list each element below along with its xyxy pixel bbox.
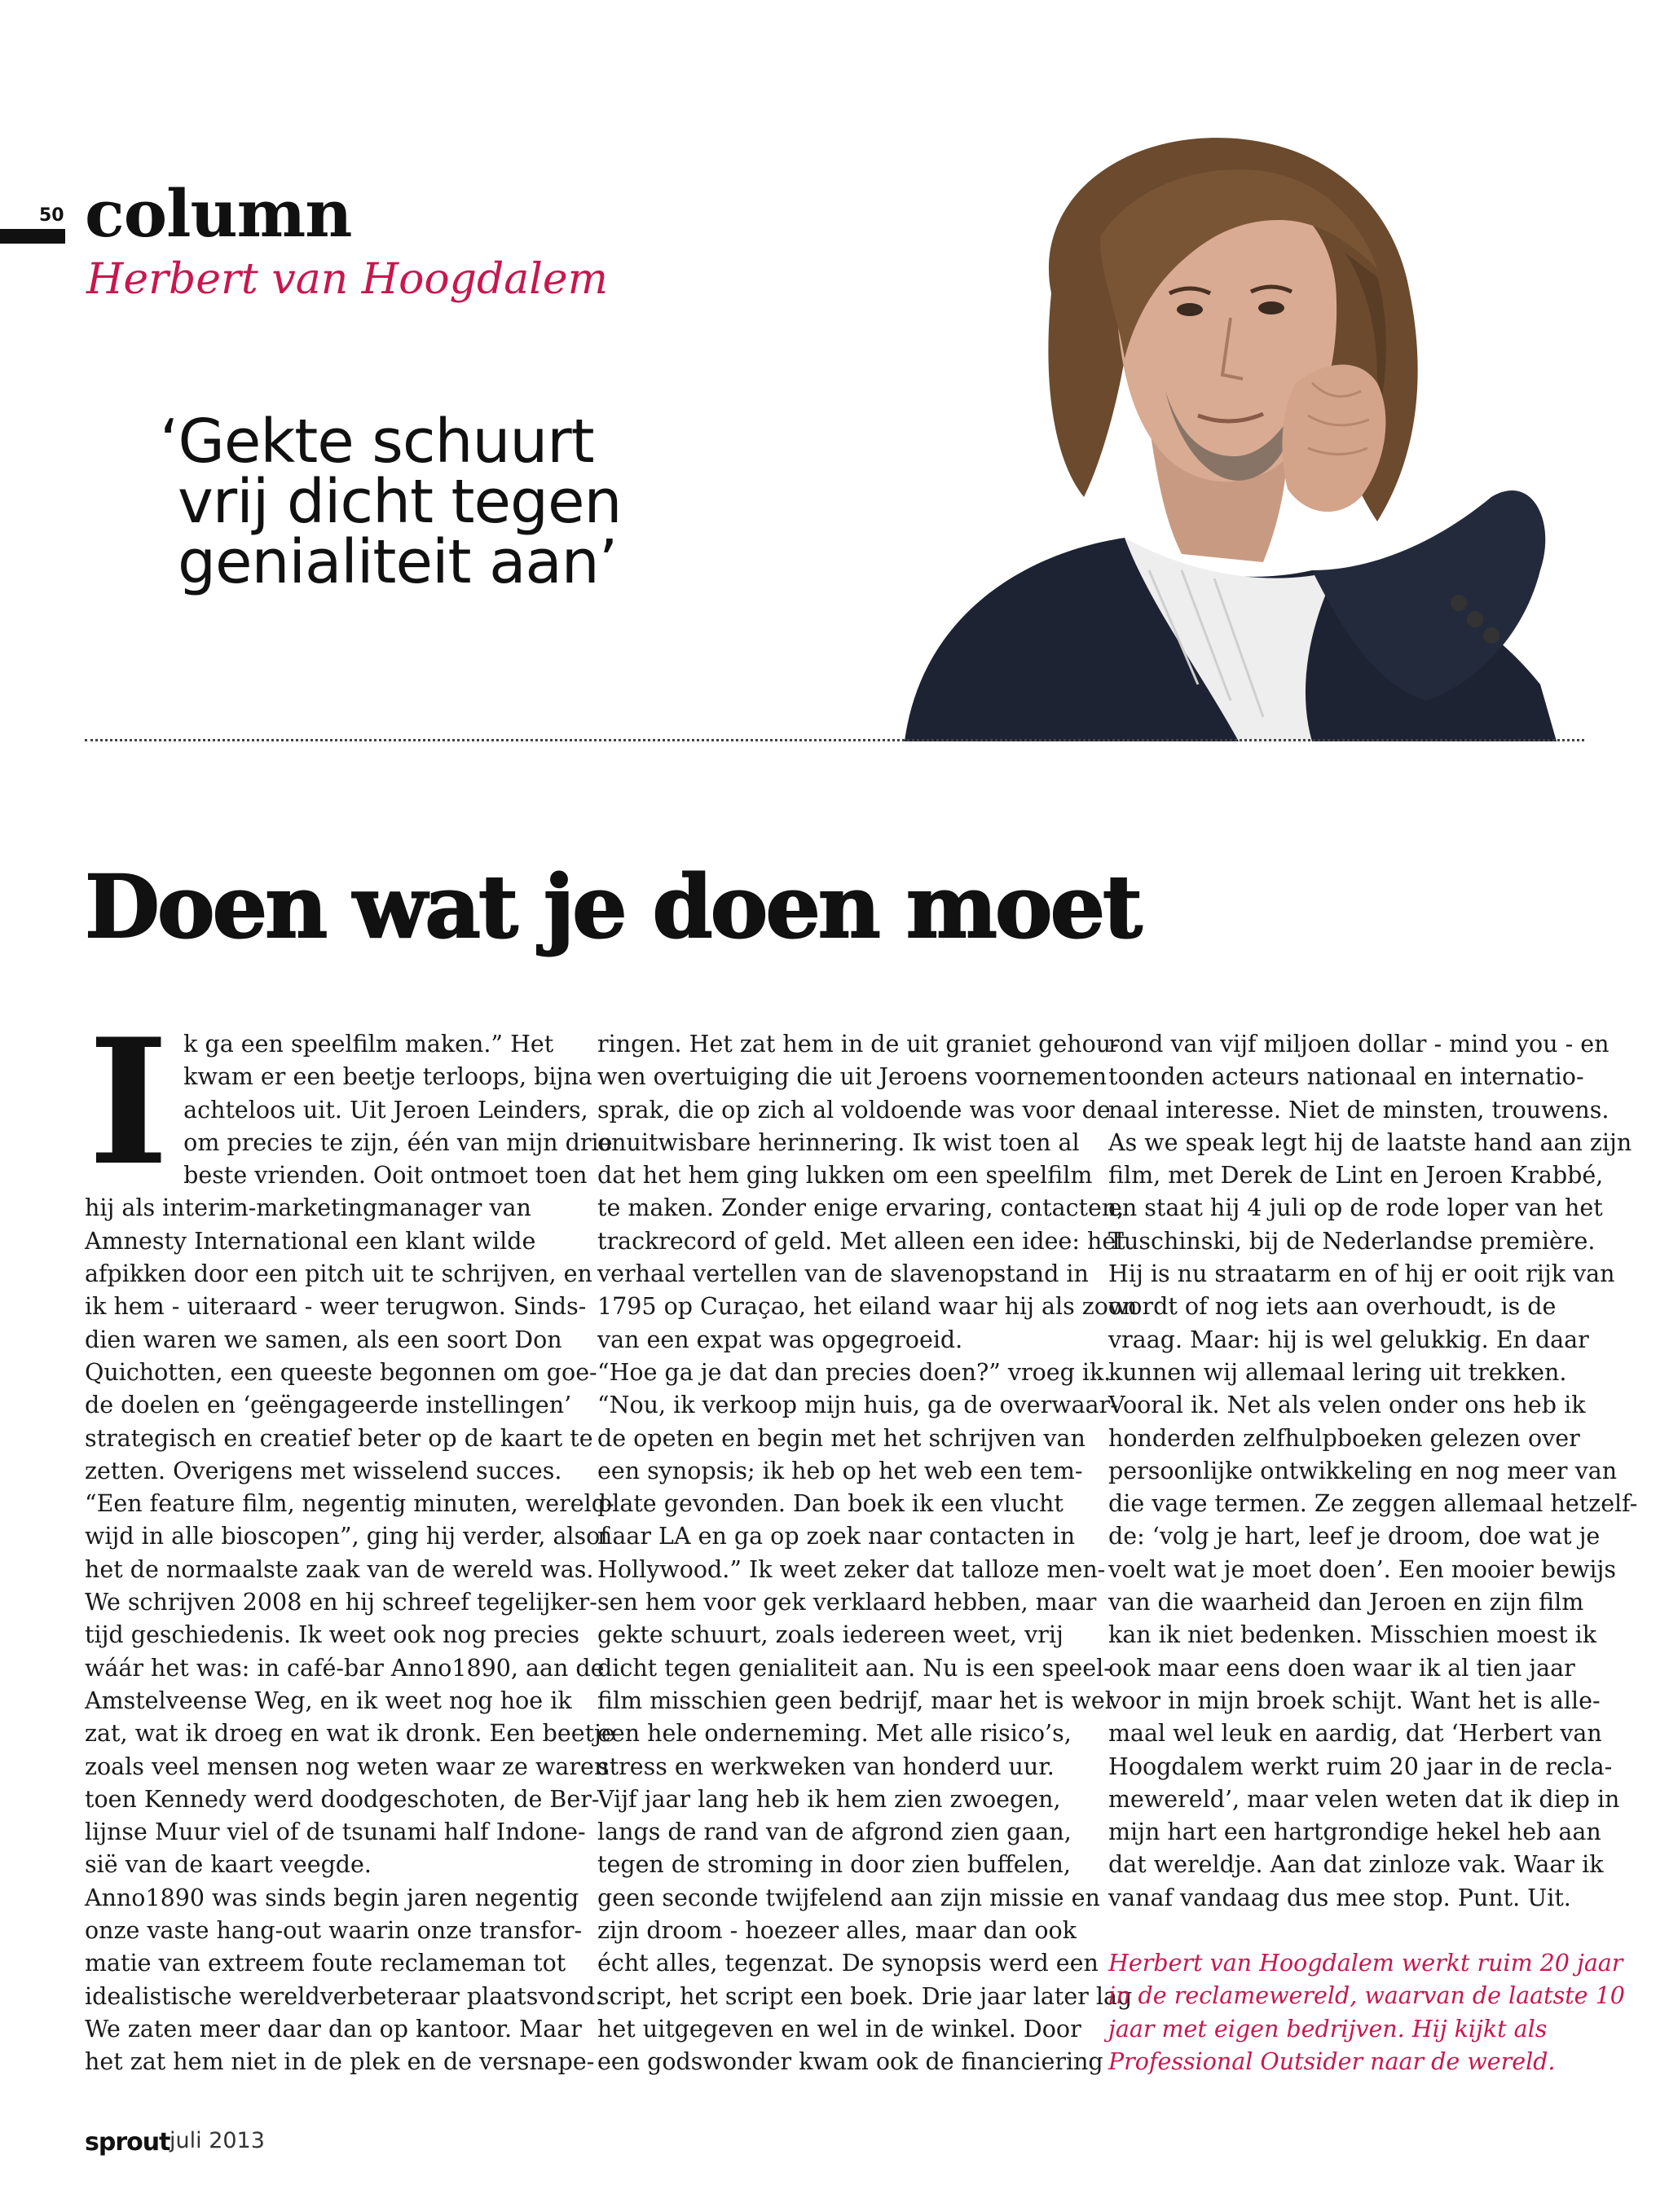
text-line: film misschien geen bedrijf, maar het is wel	[597, 1686, 1112, 1714]
text-line: Tuschinski, bij de Nederlandse première.	[1108, 1227, 1596, 1255]
text-line: van die waarheid dan Jeroen en zijn film	[1108, 1589, 1584, 1616]
article-headline: Doen wat je doen moet	[85, 855, 1141, 957]
text-line: Anno1890 was sinds begin jaren negentig	[85, 1884, 579, 1911]
page-number: 50	[39, 205, 64, 226]
text-line: achteloos uit. Uit Jeroen Leinders,	[183, 1096, 588, 1124]
page-number-bar	[0, 229, 65, 244]
text-line: Hollywood.” Ik weet zeker dat talloze men-	[597, 1555, 1106, 1583]
text-line: de opeten en begin met het schrijven van	[597, 1424, 1086, 1452]
pull-quote	[160, 407, 689, 597]
text-line: gekte schuurt, zoals iedereen weet, vrij	[597, 1621, 1063, 1649]
text-line: een synopsis; ik heb op het web een tem-	[597, 1457, 1083, 1484]
text-line: matie van extreem foute reclameman tot	[85, 1950, 566, 1977]
text-line: toen Kennedy werd doodgeschoten, de Ber-	[85, 1785, 600, 1813]
text-line: 1795 op Curaçao, het eiland waar hij als zoon	[597, 1293, 1138, 1321]
text-line: script, het script een boek. Drie jaar later lag	[597, 1982, 1133, 2010]
issue-date: juli 2013	[170, 2128, 265, 2153]
text-line: We schrijven 2008 en hij schreef tegelijker-	[85, 1589, 597, 1616]
text-line: hij als interim-marketingmanager van	[85, 1194, 531, 1222]
text-line: ook maar eens doen waar ik al tien jaar	[1108, 1654, 1575, 1682]
section-divider	[85, 739, 1584, 741]
text-line: onuitwisbare herinnering. Ik wist toen al	[597, 1128, 1080, 1156]
text-line: het de normaalste zaak van de wereld was.	[85, 1555, 594, 1583]
magazine-logo: sprout	[85, 2128, 170, 2157]
text-line: afpikken door een pitch uit te schrijven, en	[85, 1260, 592, 1288]
article-column-1	[85, 1000, 615, 2079]
text-line: Hoogdalem werkt ruim 20 jaar in de recla-	[1108, 1752, 1613, 1780]
bio-line: in de reclamewereld, waarvan de laatste 10	[1108, 1982, 1625, 2010]
pull-quote-line: vrij dicht tegen	[178, 467, 622, 537]
pull-quote-line: genialiteit aan’	[178, 527, 618, 597]
pull-quote-line: ‘Gekte schuurt	[160, 407, 594, 477]
text-line: As we speak legt hij de laatste hand aan zijn	[1108, 1128, 1632, 1156]
text-line: sen hem voor gek verklaard hebben, maar	[597, 1589, 1097, 1616]
text-line: die vage termen. Ze zeggen allemaal hetzelf-	[1108, 1490, 1638, 1518]
text-line: kan ik niet bedenken. Misschien moest ik	[1108, 1621, 1596, 1649]
text-line: stress en werkweken van honderd uur.	[597, 1752, 1055, 1780]
text-line: een godswonder kwam ook de financiering	[597, 2048, 1103, 2076]
text-line: rond van vijf miljoen dollar - mind you - en	[1108, 1031, 1610, 1058]
text-line: persoonlijke ontwikkeling en nog meer van	[1108, 1457, 1618, 1484]
author-portrait	[856, 114, 1589, 741]
text-line: idealistische wereldverbeteraar plaatsvond.	[85, 1982, 603, 2010]
text-line: dicht tegen genialiteit aan. Nu is een speel-	[597, 1654, 1112, 1682]
text-line: voor in mijn broek schijt. Want het is alle-	[1108, 1686, 1601, 1714]
text-line: maal wel leuk en aardig, dat ‘Herbert van	[1108, 1720, 1602, 1748]
text-line: verhaal vertellen van de slavenopstand in	[597, 1260, 1089, 1288]
author-name: Herbert van Hoogdalem	[86, 255, 608, 304]
text-line: trackrecord of geld. Met alleen een idee: het	[597, 1227, 1125, 1255]
text-line: “Een feature film, negentig minuten, wereld-	[85, 1490, 614, 1518]
bio-line: Herbert van Hoogdalem werkt ruim 20 jaar	[1108, 1950, 1623, 1977]
author-bio	[1108, 1947, 1625, 2078]
text-line: de: ‘volg je hart, leef je droom, doe wat je	[1108, 1523, 1601, 1550]
article-column-3	[1108, 1028, 1638, 2078]
text-line: Amnesty International een klant wilde	[85, 1227, 536, 1255]
drop-cap: I	[88, 1000, 170, 1203]
text-line: om precies te zijn, één van mijn drie	[183, 1128, 613, 1156]
text-line: vanaf vandaag dus mee stop. Punt. Uit.	[1108, 1884, 1571, 1911]
text-line: te maken. Zonder enige ervaring, contacten,	[597, 1194, 1125, 1222]
text-line: onze vaste hang-out waarin onze transfor-	[85, 1917, 583, 1945]
section-label: column	[85, 175, 352, 252]
text-line: het uitgegeven en wel in de winkel. Door	[597, 2015, 1081, 2043]
text-line: en staat hij 4 juli op de rode loper van het	[1108, 1194, 1603, 1222]
text-line: wordt of nog iets aan overhoudt, is de	[1108, 1293, 1557, 1321]
text-line: zijn droom - hoezeer alles, maar dan ook	[597, 1917, 1077, 1945]
text-line: écht alles, tegenzat. De synopsis werd een	[597, 1950, 1099, 1977]
text-line: sprak, die op zich al voldoende was voor de	[597, 1096, 1111, 1124]
text-line: kwam er een beetje terloops, bijna	[183, 1063, 592, 1091]
text-line: strategisch en creatief beter op de kaart te	[85, 1424, 593, 1452]
text-line: “Nou, ik verkoop mijn huis, ga de overwaar-	[597, 1392, 1118, 1419]
text-line: een hele onderneming. Met alle risico’s,	[597, 1720, 1072, 1748]
text-line: ringen. Het zat hem in de uit graniet gehou-	[597, 1031, 1119, 1058]
article-column-2	[597, 1028, 1138, 2079]
text-line: film, met Derek de Lint en Jeroen Krabbé,	[1108, 1162, 1604, 1190]
text-line: van een expat was opgegroeid.	[597, 1326, 963, 1353]
text-line: k ga een speelfilm maken.” Het	[183, 1031, 554, 1058]
text-line: plate gevonden. Dan boek ik een vlucht	[597, 1490, 1063, 1518]
bio-line: Professional Outsider naar de wereld.	[1108, 2047, 1556, 2075]
text-line: naal interesse. Niet de minsten, trouwens.	[1108, 1096, 1610, 1124]
text-line: wijd in alle bioscopen”, ging hij verder, alsof	[85, 1523, 609, 1550]
text-line: beste vrienden. Ooit ontmoet toen	[183, 1162, 588, 1190]
text-line: voelt wat je moet doen’. Een mooier bewijs	[1108, 1555, 1616, 1583]
text-line: Quichotten, een queeste begonnen om goe-	[85, 1358, 597, 1386]
text-line: tegen de stroming in door zien buffelen,	[597, 1851, 1071, 1879]
text-line: Hij is nu straatarm en of hij er ooit rijk van	[1108, 1260, 1615, 1288]
text-line: zetten. Overigens met wisselend succes.	[85, 1457, 562, 1484]
text-line: mewereld’, maar velen weten dat ik diep in	[1108, 1785, 1620, 1813]
text-line: Vijf jaar lang heb ik hem zien zwoegen,	[597, 1785, 1061, 1813]
text-line: het zat hem niet in de plek en de versnape-	[85, 2048, 595, 2076]
text-line: dat wereldje. Aan dat zinloze vak. Waar ik	[1108, 1851, 1604, 1879]
text-line: dien waren we samen, als een soort Don	[85, 1326, 562, 1353]
text-line: Amstelveense Weg, en ik weet nog hoe ik	[85, 1686, 572, 1714]
text-line: honderden zelfhulpboeken gelezen over	[1108, 1424, 1580, 1452]
text-line: ik hem - uiteraard - weer terugwon. Sinds-	[85, 1293, 587, 1321]
text-line: “Hoe ga je dat dan precies doen?” vroeg ik.	[597, 1358, 1112, 1386]
text-line: kunnen wij allemaal lering uit trekken.	[1108, 1358, 1567, 1386]
text-line: Vooral ik. Net als velen onder ons heb ik	[1108, 1392, 1586, 1419]
text-line: zoals veel mensen nog weten waar ze waren	[85, 1752, 610, 1780]
text-line: We zaten meer daar dan op kantoor. Maar	[85, 2015, 582, 2043]
text-line: tijd geschiedenis. Ik weet ook nog precies	[85, 1621, 580, 1649]
bio-line: jaar met eigen bedrijven. Hij kijkt als	[1108, 2015, 1548, 2043]
text-line: toonden acteurs nationaal en internatio-	[1108, 1063, 1584, 1091]
text-line: wáár het was: in café-bar Anno1890, aan de	[85, 1654, 605, 1682]
text-line: sië van de kaart veegde.	[85, 1851, 372, 1879]
text-line: wen overtuiging die uit Jeroens voornemen	[597, 1063, 1108, 1091]
text-line: de doelen en ‘geëngageerde instellingen’	[85, 1392, 572, 1419]
text-line: vraag. Maar: hij is wel gelukkig. En daar	[1108, 1326, 1589, 1353]
text-line: dat het hem ging lukken om een speelfilm	[597, 1162, 1093, 1190]
text-line: geen seconde twijfelend aan zijn missie en	[597, 1884, 1100, 1911]
text-line: zat, wat ik droeg en wat ik dronk. Een beetje	[85, 1720, 615, 1748]
text-line: langs de rand van de afgrond zien gaan,	[597, 1818, 1072, 1846]
text-line: naar LA en ga op zoek naar contacten in	[597, 1523, 1076, 1550]
text-line: lijnse Muur viel of de tsunami half Indone-	[85, 1818, 586, 1846]
text-line: mijn hart een hartgrondige hekel heb aan	[1108, 1818, 1601, 1846]
